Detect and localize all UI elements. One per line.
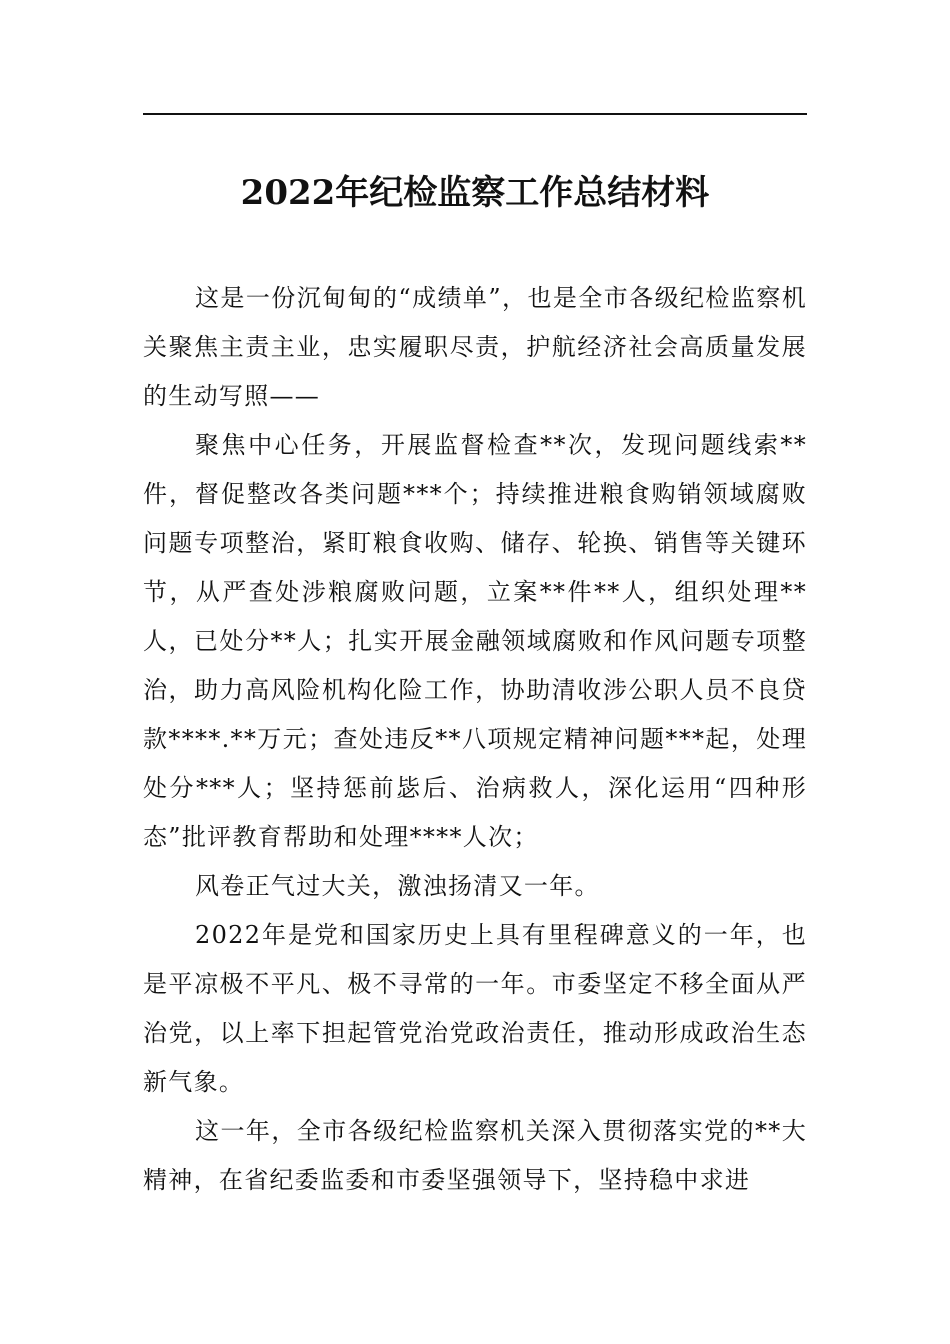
paragraph-achievements: 聚焦中心任务，开展监督检查**次，发现问题线索**件，督促整改各类问题***个；持续推进粮食购销领域腐败问题专项整治，紧盯粮食收购、储存、轮换、销售等关键环节，从严查处涉粮腐败问题，立案**件**人，组织处理**人，已处分**人；扎实开展金融领域腐败和作风问题专项整治，助力高风险机构化险工作，协助清收涉公职人员不良贷款****.**万元；查处违反**八项规定精神问题***起，处理处分***人；坚持惩前毖后、治病救人，深化运用“四种形态”批评教育帮助和处理****人次； (143, 431, 807, 851)
paragraph-this-year: 这一年，全市各级纪检监察机关深入贯彻落实党的**大精神，在省纪委监委和市委坚强领导下，坚持稳中求进 (143, 1117, 807, 1194)
header-rule (143, 113, 807, 115)
paragraph-year-overview: 2022年是党和国家历史上具有里程碑意义的一年，也是平凉极不平凡、极不寻常的一年。市委坚定不移全面从严治党，以上率下担起管党治党政治责任，推动形成政治生态新气象。 (143, 921, 807, 1096)
document-title: 2022年纪检监察工作总结材料 (240, 173, 710, 213)
paragraph-slogan: 风卷正气过大关，激浊扬清又一年。 (195, 872, 600, 900)
document-body (143, 274, 807, 1205)
paragraph-intro: 这是一份沉甸甸的“成绩单”，也是全市各级纪检监察机关聚焦主责主业，忠实履职尽责，护航经济社会高质量发展的生动写照—— (143, 284, 807, 410)
